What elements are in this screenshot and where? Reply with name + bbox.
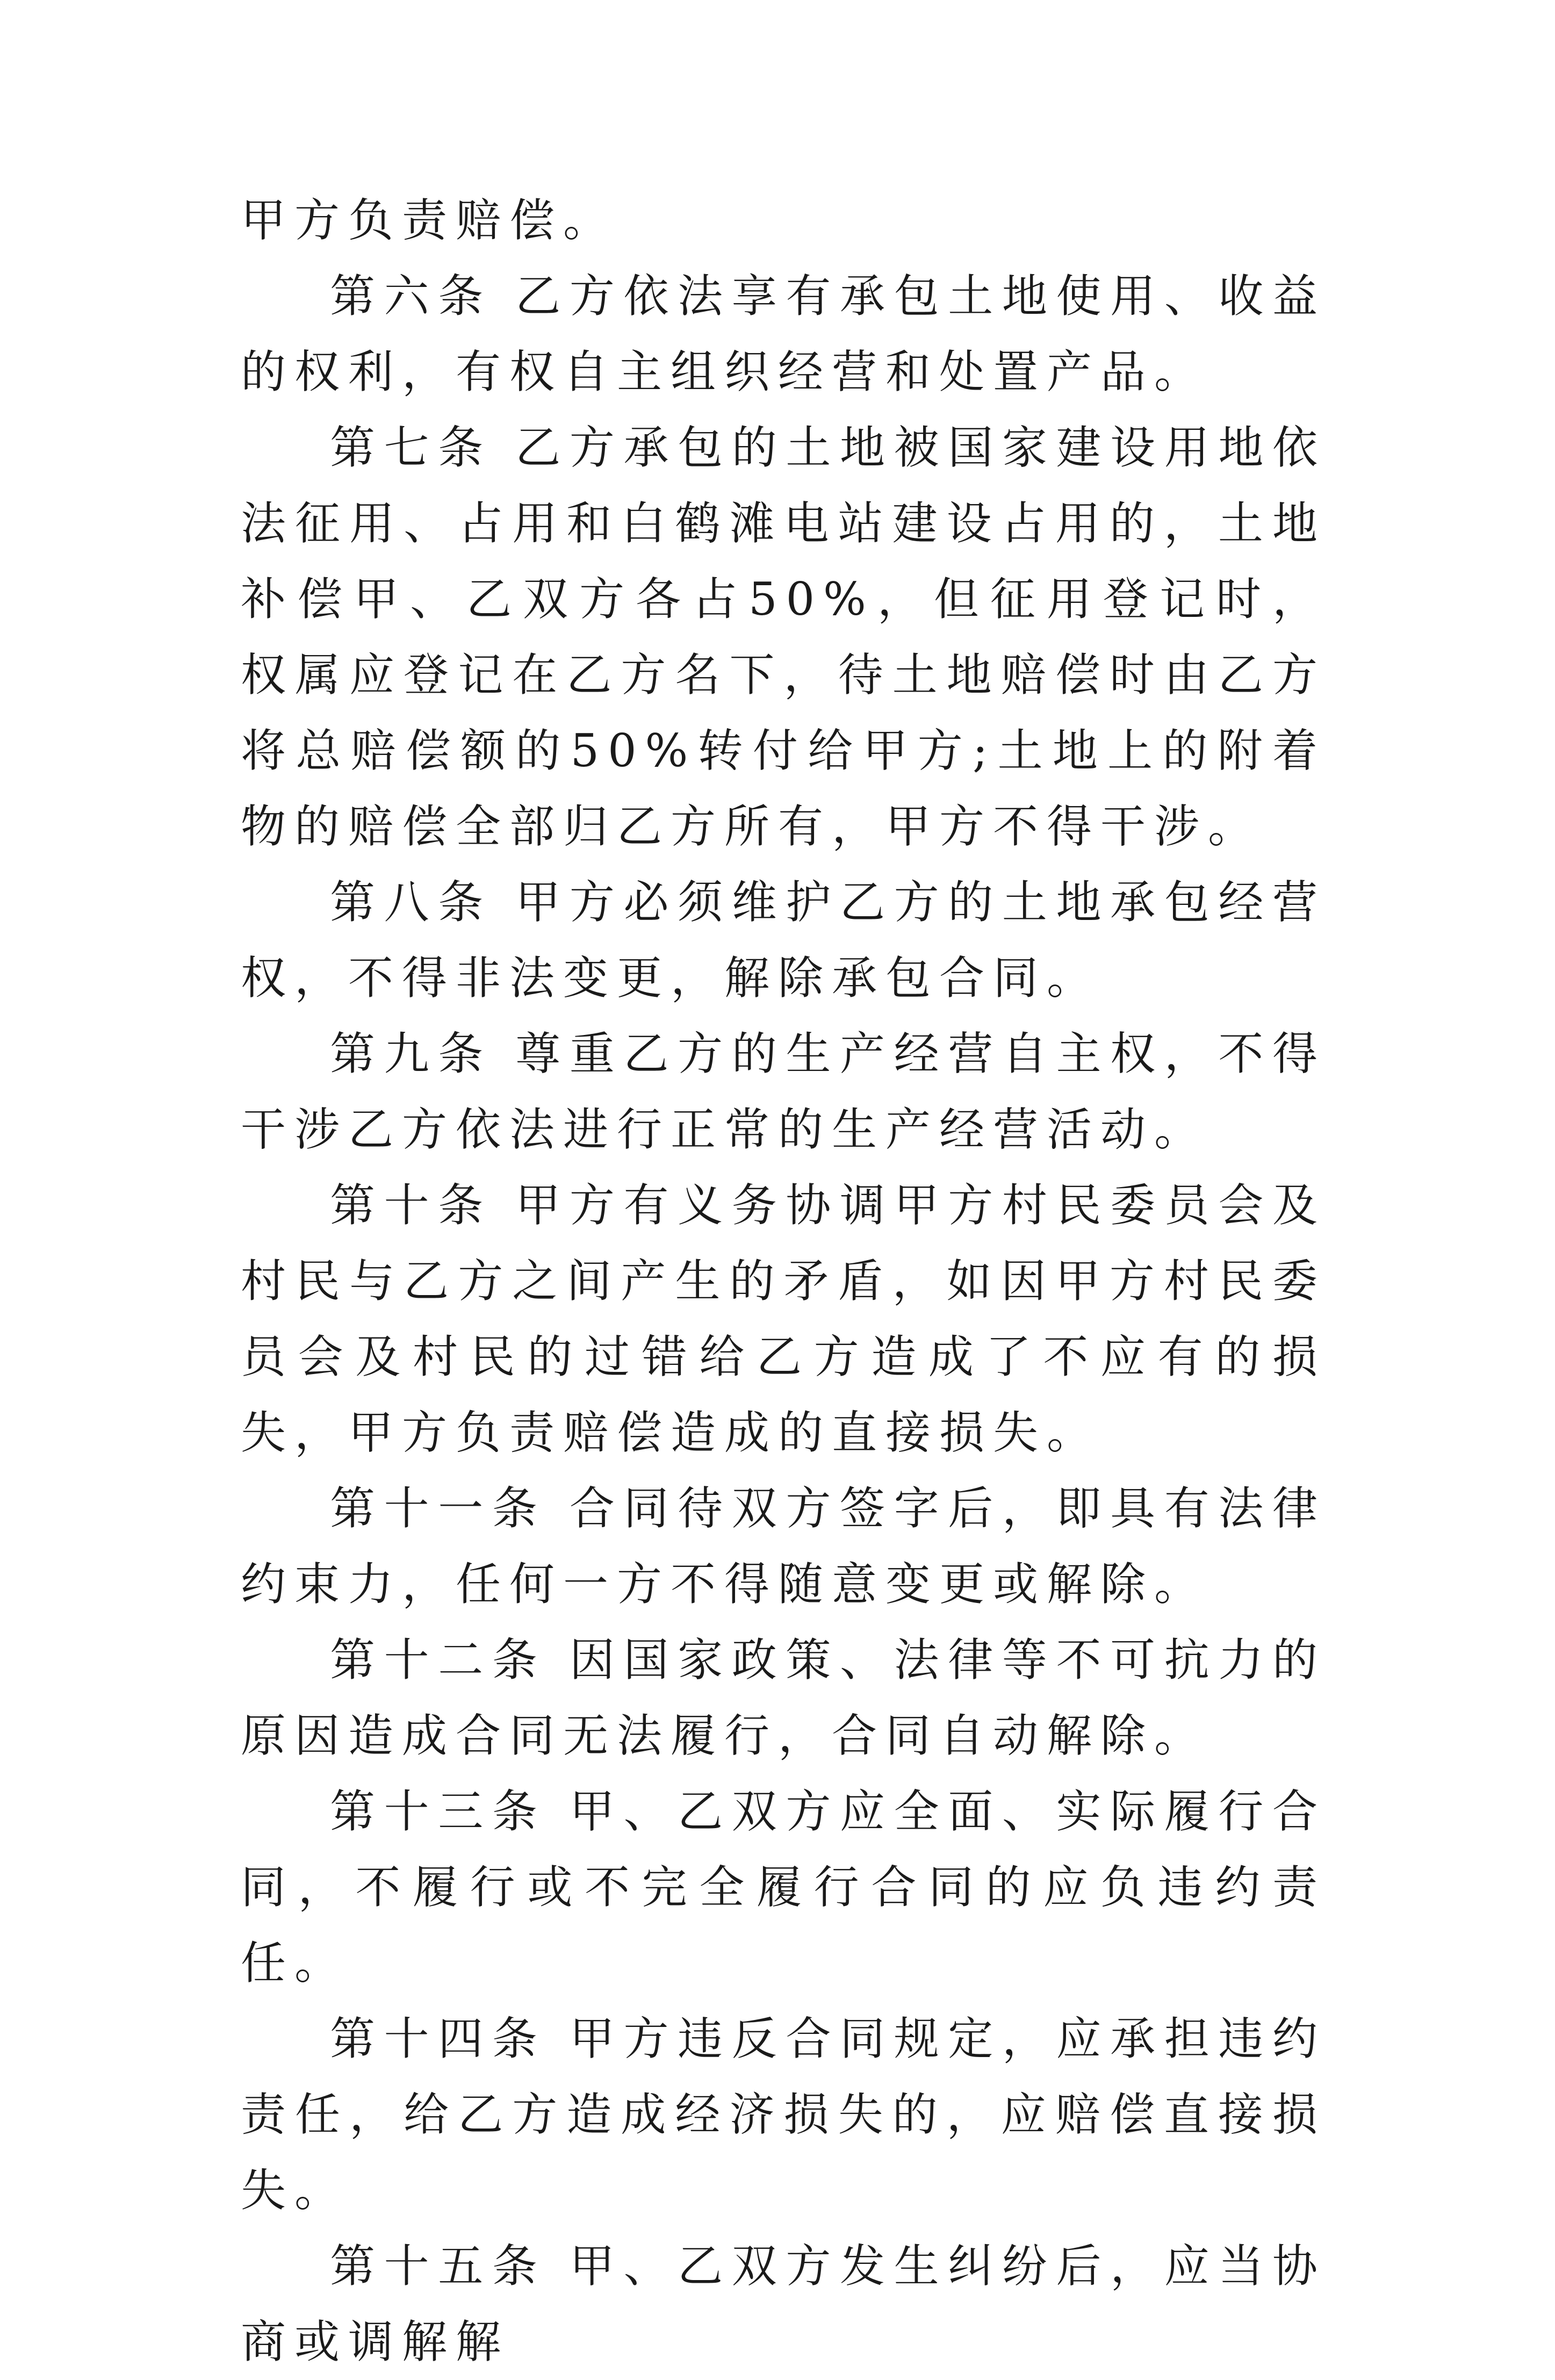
article-7-paragraph: 第七条 乙方承包的土地被国家建设用地依法征用、占用和白鹤滩电站建设占用的，土地补偿甲、乙双方各占50%，但征用登记时，权属应登记在乙方名下，待土地赔偿时由乙方将总赔偿额的50%转付给甲方;土地上的附着物的赔偿全部归乙方所有，甲方不得干涉。 <box>241 421 1326 853</box>
article-12-paragraph: 第十二条 因国家政策、法律等不可抗力的原因造成合同无法履行，合同自动解除。 <box>241 1634 1326 1762</box>
paragraph-continuation: 甲方负责赔偿。 <box>241 194 617 247</box>
article-9-paragraph: 第九条 尊重乙方的生产经营自主权，不得干涉乙方依法进行正常的生产经营活动。 <box>241 1027 1326 1156</box>
article-11-paragraph: 第十一条 合同待双方签字后，即具有法律约束力，任何一方不得随意变更或解除。 <box>241 1482 1326 1610</box>
article-13-paragraph: 第十三条 甲、乙双方应全面、实际履行合同，不履行或不完全履行合同的应负违约责任。 <box>241 1785 1326 1989</box>
article-14-paragraph: 第十四条 甲方违反合同规定，应承担违约责任，给乙方造成经济损失的，应赔偿直接损失。 <box>241 2012 1326 2217</box>
article-15-paragraph: 第十五条 甲、乙双方发生纠纷后，应当协商或调解解 <box>241 2240 1326 2368</box>
article-8-paragraph: 第八条 甲方必须维护乙方的土地承包经营权，不得非法变更，解除承包合同。 <box>241 876 1326 1004</box>
document-body <box>241 183 1326 2380</box>
article-6-paragraph: 第六条 乙方依法享有承包土地使用、收益的权利，有权自主组织经营和处置产品。 <box>241 270 1326 398</box>
article-10-paragraph: 第十条 甲方有义务协调甲方村民委员会及村民与乙方之间产生的矛盾，如因甲方村民委员会及村民的过错给乙方造成了不应有的损失，甲方负责赔偿造成的直接损失。 <box>241 1179 1326 1459</box>
